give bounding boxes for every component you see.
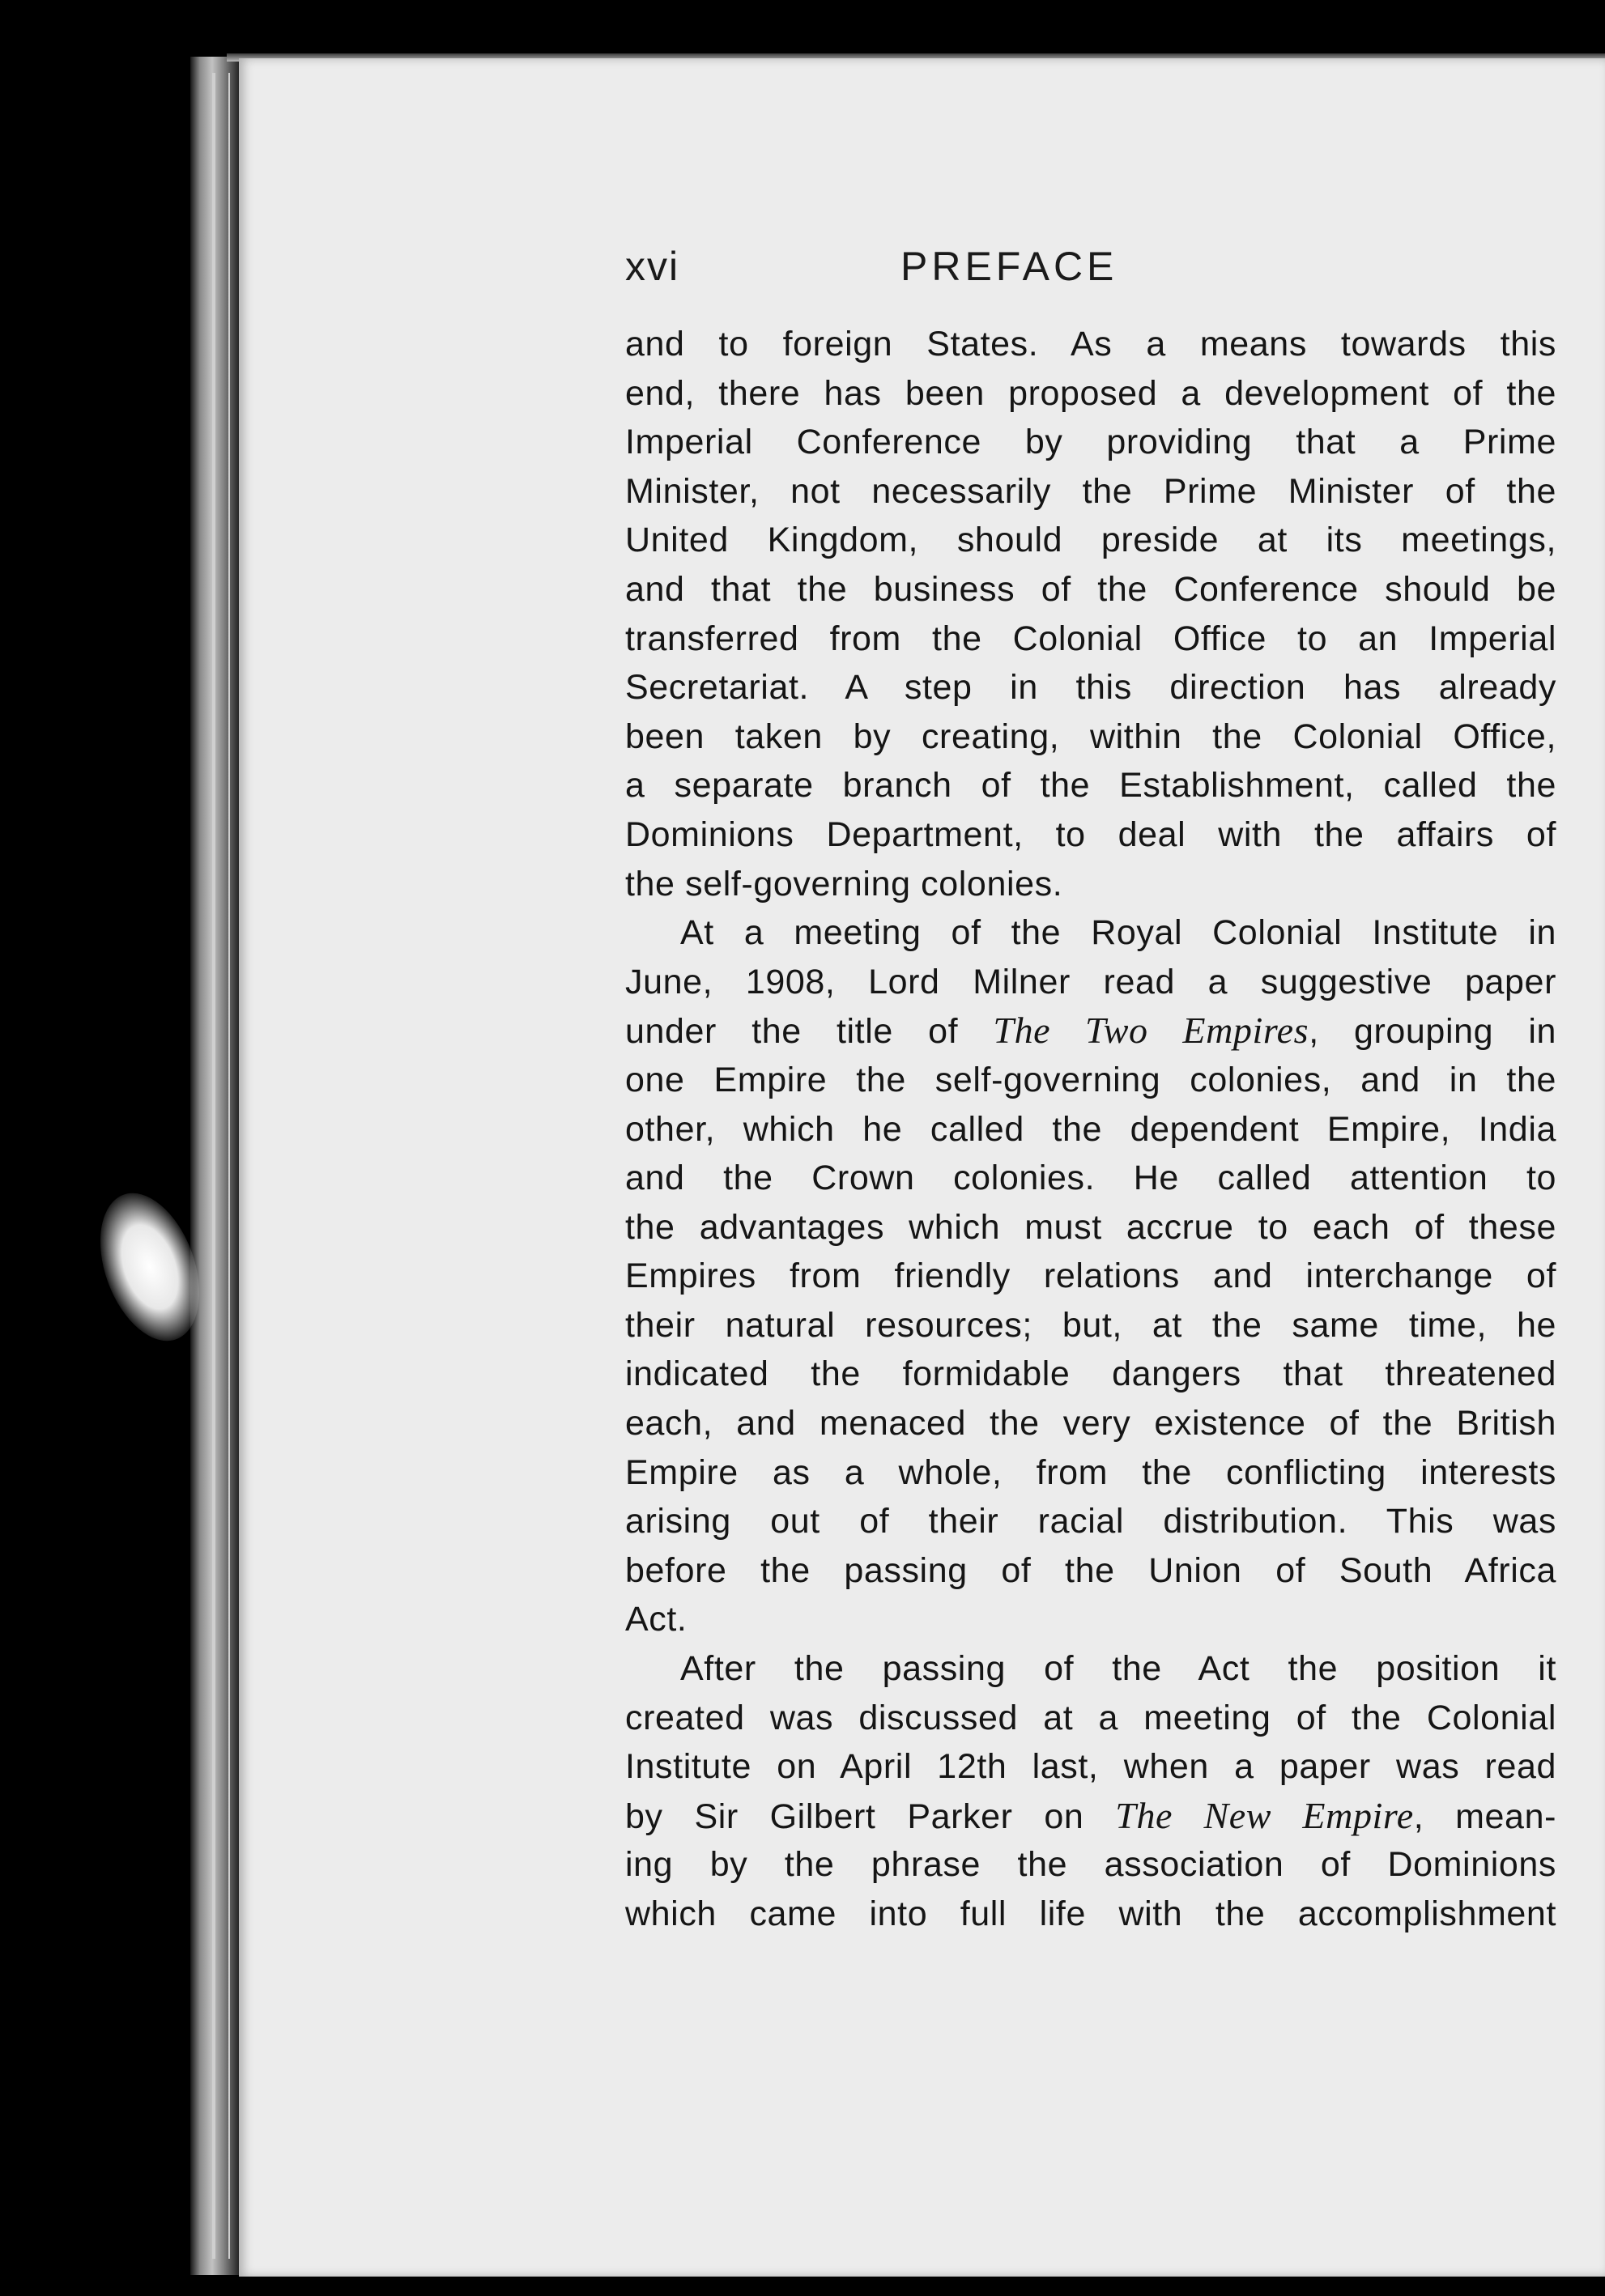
running-head: PREFACE [900,244,1118,289]
text-line: each, and menaced the very existence of the British [625,1404,1556,1444]
text-line: their natural resources; but, at the same time, he [625,1305,1556,1345]
text-fragment: by Sir Gilbert Parker on [625,1796,1116,1836]
text-line: At a meeting of the Royal Colonial Institute in [680,913,1556,953]
italic-title: The Two Empires [993,1010,1309,1052]
text-line: been taken by creating, within the Colonial Office, [625,716,1556,756]
body-text [625,320,1556,1939]
text-line: and to foreign States. As a means towards this [625,325,1556,364]
text-line [625,1006,1556,1056]
text-line: Secretariat. A step in this direction has already [625,668,1556,708]
text-line: and that the business of the Conference should be [625,569,1556,609]
text-fragment: , grouping in [1309,1012,1557,1052]
binding-line [212,73,215,2259]
text-fragment: , mean- [1413,1796,1556,1836]
text-line: one Empire the self-governing colonies, and in the [625,1060,1556,1099]
text-line: before the passing of the Union of South Africa [625,1550,1556,1590]
text-line: other, which he called the dependent Empire, India [625,1109,1556,1149]
text-fragment: under the title of [625,1012,994,1052]
text-line: Minister, not necessarily the Prime Minister of the [625,471,1556,511]
text-line: which came into full life with the accomplishment [625,1894,1556,1933]
text-line: created was discussed at a meeting of the Colonial [625,1698,1556,1737]
text-line: Dominions Department, to deal with the affairs of [625,814,1556,854]
italic-title: The New Empire [1115,1794,1414,1836]
text-line: June, 1908, Lord Milner read a suggestive paper [625,962,1556,1001]
text-line: transferred from the Colonial Office to an Imperial [625,619,1556,658]
text-line: Institute on April 12th last, when a paper was read [625,1747,1556,1787]
text-line: After the passing of the Act the position it [680,1649,1556,1689]
binding-line [228,73,230,2259]
page-number: xvi [625,244,680,289]
text-line: the advantages which must accrue to each of these [625,1207,1556,1247]
text-line: a separate branch of the Establishment, called the [625,766,1556,806]
text-line: United Kingdom, should preside at its meetings, [625,521,1556,560]
text-line [625,1792,1556,1841]
text-line: the self-governing colonies. [625,864,1063,904]
text-line: and the Crown colonies. He called attention to [625,1159,1556,1198]
text-line: ing by the phrase the association of Dominions [625,1845,1556,1885]
page-header [625,243,1556,300]
text-line: Empires from friendly relations and interchange of [625,1256,1556,1296]
text-line: arising out of their racial distribution. This was [625,1502,1556,1541]
text-line: Empire as a whole, from the conflicting interests [625,1452,1556,1492]
text-line: indicated the formidable dangers that threatened [625,1354,1556,1394]
text-line: Act. [625,1600,688,1639]
text-line: end, there has been proposed a development of the [625,373,1556,413]
text-line: Imperial Conference by providing that a Prime [625,423,1556,462]
